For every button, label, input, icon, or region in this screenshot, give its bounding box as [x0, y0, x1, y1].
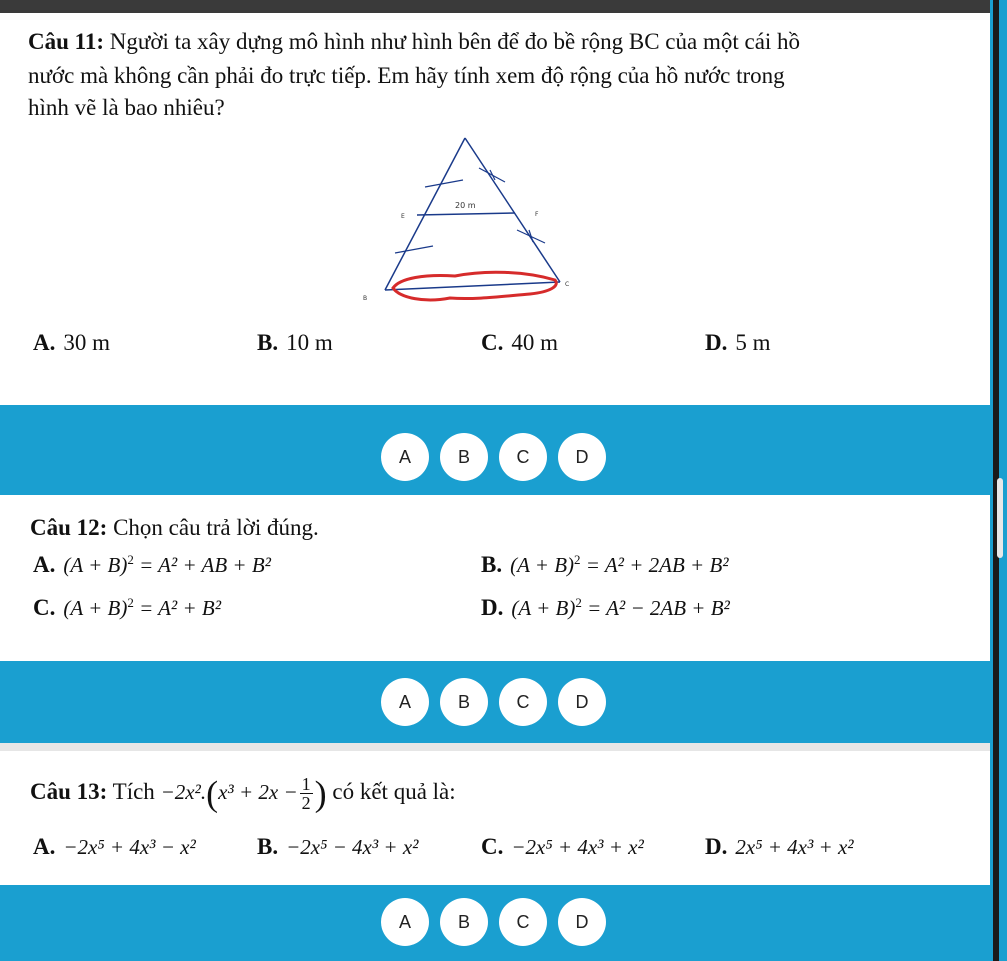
one-half-fraction: $\frac{1}{2}$ — [301, 774, 311, 814]
figure-label-f: F — [535, 211, 539, 218]
lake-triangle-figure — [355, 130, 595, 315]
answer-d-button[interactable]: D — [558, 433, 606, 481]
answer-c-button[interactable]: C — [499, 898, 547, 946]
q12-option-d: D. $(A + B)^2 = A^2 - 2AB + B^2$ — [481, 595, 730, 620]
question-12-text: Câu 12: Chọn câu trả lời đúng. — [30, 515, 319, 540]
q12-option-c: C. $(A + B)^2 = A^2 + B^2$ — [33, 595, 222, 620]
figure-label-b: B — [363, 295, 368, 302]
question-11-label: Câu 11: — [28, 29, 105, 54]
question-11-line2: nước mà không cần phải đo trực tiếp. Em hãy tính xem độ rộng của hồ nước trong — [28, 63, 785, 88]
scrollbar-thumb[interactable] — [997, 478, 1003, 558]
figure-label-e: E — [401, 213, 405, 220]
answer-b-button[interactable]: B — [440, 433, 488, 481]
q11-option-a: A. 30 m — [33, 330, 111, 355]
question-13-text: Câu 13: Tích −2x².(x³ + 2x − $\frac{1}{2}$ ) có kết quả là: — [30, 773, 456, 814]
q11-option-b: B. 10 m — [257, 330, 333, 355]
q11-option-c: C. 40 m — [481, 330, 559, 355]
q13-option-b: B. −2x⁵ − 4x³ + x² — [257, 834, 419, 859]
q12-option-a: A. $(A + B)^2 = A^2$ + AB + B² — [33, 552, 271, 577]
top-bar — [0, 0, 1007, 13]
question-11-line1: Câu 11: Người ta xây dựng mô hình như hình bên để đo bề rộng BC của một cái hồ — [28, 29, 801, 54]
q12-option-b: B. $(A + B)^2 = A^2 + 2AB + B^2$ — [481, 552, 729, 577]
answer-buttons-q13 — [381, 898, 611, 946]
answer-a-button[interactable]: A — [381, 678, 429, 726]
figure-label-20m: 20 m — [455, 201, 476, 210]
separator — [0, 743, 990, 751]
answer-b-button[interactable]: B — [440, 898, 488, 946]
answer-a-button[interactable]: A — [381, 898, 429, 946]
answer-a-button[interactable]: A — [381, 433, 429, 481]
q13-option-c: C. −2x⁵ + 4x³ + x² — [481, 834, 644, 859]
q13-option-a: A. −2x⁵ + 4x³ − x² — [33, 834, 196, 859]
answer-buttons-q11 — [381, 433, 611, 481]
answer-buttons-q12 — [381, 678, 611, 726]
q11-option-d: D. 5 m — [705, 330, 771, 355]
question-12-label: Câu 12: — [30, 515, 108, 540]
question-11-line3: hình vẽ là bao nhiêu? — [28, 95, 225, 120]
answer-c-button[interactable]: C — [499, 678, 547, 726]
q13-option-d: D. 2x⁵ + 4x³ + x² — [705, 834, 854, 859]
answer-d-button[interactable]: D — [558, 898, 606, 946]
answer-c-button[interactable]: C — [499, 433, 547, 481]
answer-d-button[interactable]: D — [558, 678, 606, 726]
question-13-label: Câu 13: — [30, 779, 108, 804]
answer-b-button[interactable]: B — [440, 678, 488, 726]
figure-label-c: C — [565, 281, 570, 288]
